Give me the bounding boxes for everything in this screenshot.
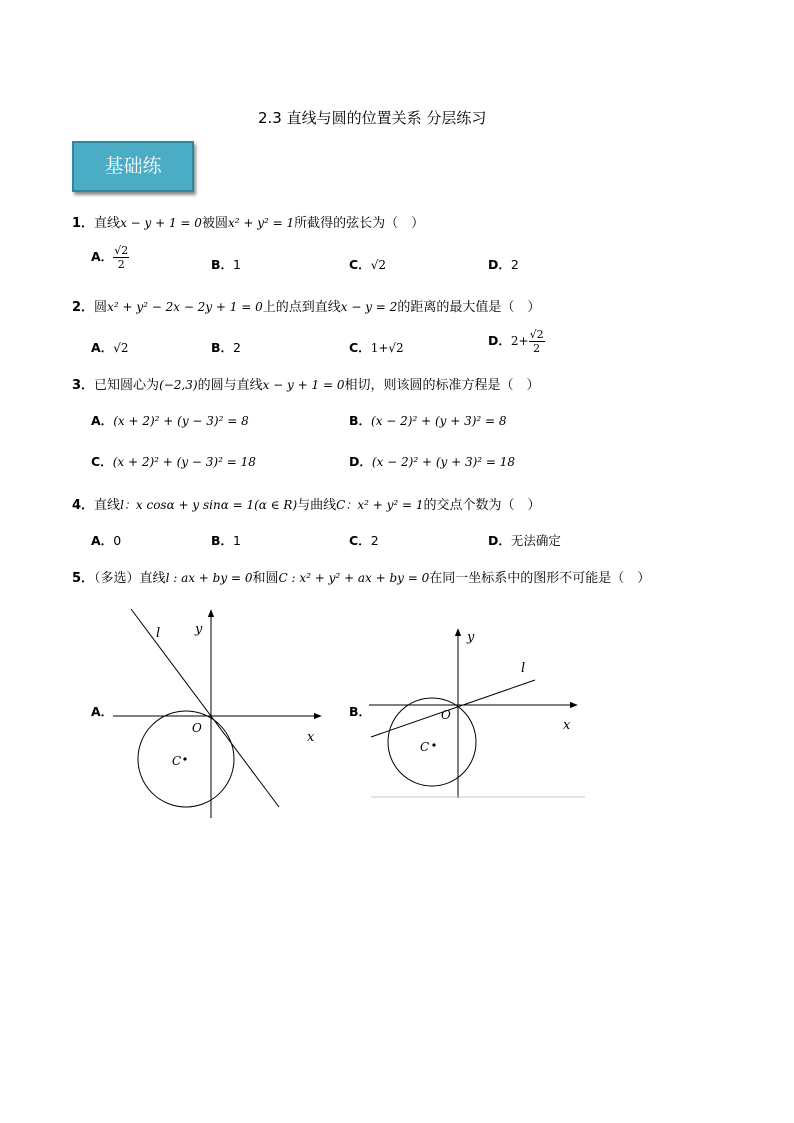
option-value: 2	[233, 340, 241, 355]
option-a	[91, 531, 121, 549]
option-label: A．	[91, 533, 114, 548]
question-4	[72, 494, 541, 513]
option-label: B．	[349, 413, 372, 428]
question-text-pre: 圆	[94, 300, 108, 315]
option-label: B．	[211, 340, 234, 355]
fraction	[529, 328, 545, 355]
question-math-2: C : x² + y² + ax + by = 0	[278, 571, 430, 585]
question-text-pre: 已知圆心为	[94, 378, 160, 393]
option-label: A．	[91, 704, 114, 719]
origin-label: O	[192, 721, 202, 735]
option-value: 0	[113, 533, 122, 548]
center-label: C	[420, 740, 430, 754]
option-label: A．	[91, 413, 114, 428]
option-label: C．	[349, 257, 371, 272]
question-text-post: 的交点个数为（ ）	[423, 498, 541, 513]
origin-label: O	[441, 708, 451, 722]
question-math-2: x − y = 2	[340, 300, 398, 314]
line-label: l	[156, 626, 161, 641]
question-text-mid: 的圆与直线	[197, 378, 263, 393]
question-math-2: x² + y² = 1	[227, 216, 295, 230]
option-d	[488, 255, 519, 273]
question-number: 1．	[72, 216, 95, 231]
question-math-1: l : ax + by = 0	[165, 571, 253, 585]
question-text-pre: 直线	[94, 498, 121, 513]
question-text-post: 所截得的弦长为（ ）	[294, 216, 425, 231]
question-text-post: 在同一坐标系中的图形不可能是（ ）	[429, 571, 651, 586]
question-math-1: l：x cosα + y sinα = 1(α ∈ R)	[120, 498, 298, 512]
option-c	[349, 338, 404, 356]
option-b	[211, 338, 241, 356]
question-3	[72, 374, 539, 393]
option-label: C．	[349, 533, 371, 548]
line-l	[371, 680, 535, 737]
fraction-denominator: 2	[533, 342, 541, 355]
option-value: (x − 2)² + (y + 3)² = 8	[371, 414, 507, 428]
option-value: 无法确定	[510, 533, 561, 548]
question-text-mid: 和圆	[252, 571, 279, 586]
option-label: D．	[349, 454, 372, 469]
option-label: A．	[91, 340, 114, 355]
fraction-denominator: 2	[117, 258, 125, 271]
option-value: 1	[233, 533, 241, 548]
option-a	[91, 338, 128, 356]
question-text-pre: 直线	[94, 216, 121, 231]
option-value: 1+√2	[370, 341, 404, 355]
option-c	[349, 531, 379, 549]
option-a	[91, 244, 129, 271]
option-value: 1	[233, 257, 241, 272]
option-d	[488, 328, 545, 355]
y-label: y	[195, 622, 203, 637]
option-d	[488, 531, 561, 549]
line-l	[131, 609, 279, 807]
option-c	[349, 255, 386, 273]
option-label: D．	[488, 257, 511, 272]
fraction-numerator: √2	[114, 244, 129, 257]
y-label: y	[467, 630, 475, 645]
option-value: 2	[370, 533, 379, 548]
question-text-pre: （多选）直线	[94, 571, 166, 586]
x-label: x	[307, 730, 315, 745]
option-value: (x + 2)² + (y − 3)² = 18	[112, 455, 256, 469]
figure-a	[105, 600, 335, 825]
option-label: C．	[349, 340, 371, 355]
center-point	[183, 757, 186, 760]
option-value: √2	[113, 341, 129, 355]
circle-c	[388, 698, 476, 786]
option-label: D．	[488, 533, 511, 548]
option-value: √2	[370, 258, 386, 272]
option-value: (x − 2)² + (y + 3)² = 18	[371, 455, 516, 469]
option-value-prefix: 2+	[510, 334, 529, 348]
option-label: B．	[211, 257, 234, 272]
center-point	[432, 743, 435, 746]
center-label: C	[172, 754, 182, 768]
option-b	[349, 411, 507, 429]
question-math-1: (−2,3)	[159, 378, 198, 392]
option-d	[349, 452, 515, 470]
question-math-1: x² + y² − 2x − 2y + 1 = 0	[107, 300, 263, 314]
question-text-mid: 与曲线	[297, 498, 337, 513]
fraction	[113, 244, 129, 271]
fraction-numerator: √2	[529, 328, 544, 341]
option-label: D．	[488, 333, 511, 348]
question-number: 3．	[72, 378, 95, 393]
option-value: 2	[510, 257, 519, 272]
x-label: x	[563, 718, 571, 733]
question-math-2: C：x² + y² = 1	[336, 498, 424, 512]
option-b	[211, 531, 241, 549]
question-text-post: 相切，则该圆的标准方程是（ ）	[344, 378, 540, 393]
question-math-2: x − y + 1 = 0	[262, 378, 345, 392]
option-label: B．	[349, 704, 372, 719]
option-label: A．	[91, 249, 114, 264]
question-1	[72, 212, 424, 231]
question-2	[72, 296, 540, 315]
option-label: C．	[91, 454, 113, 469]
question-number: 5．	[72, 571, 95, 586]
option-c	[91, 452, 256, 470]
line-label: l	[521, 661, 526, 676]
option-label: B．	[211, 533, 234, 548]
question-math-1: x − y + 1 = 0	[120, 216, 202, 230]
question-text-mid: 上的点到直线	[262, 300, 341, 315]
option-value: (x + 2)² + (y − 3)² = 8	[113, 414, 249, 428]
question-text-post: 的距离的最大值是（ ）	[397, 300, 541, 315]
section-badge-label: 基础练	[104, 155, 162, 177]
figure-b	[365, 625, 590, 803]
option-a	[91, 411, 249, 429]
option-b	[211, 255, 241, 273]
section-badge	[72, 141, 194, 192]
question-text-mid: 被圆	[201, 216, 228, 231]
question-number: 2．	[72, 300, 95, 315]
question-number: 4．	[72, 498, 95, 513]
question-5	[72, 567, 650, 586]
page-title: 2.3 直线与圆的位置关系 分层练习	[258, 109, 487, 127]
